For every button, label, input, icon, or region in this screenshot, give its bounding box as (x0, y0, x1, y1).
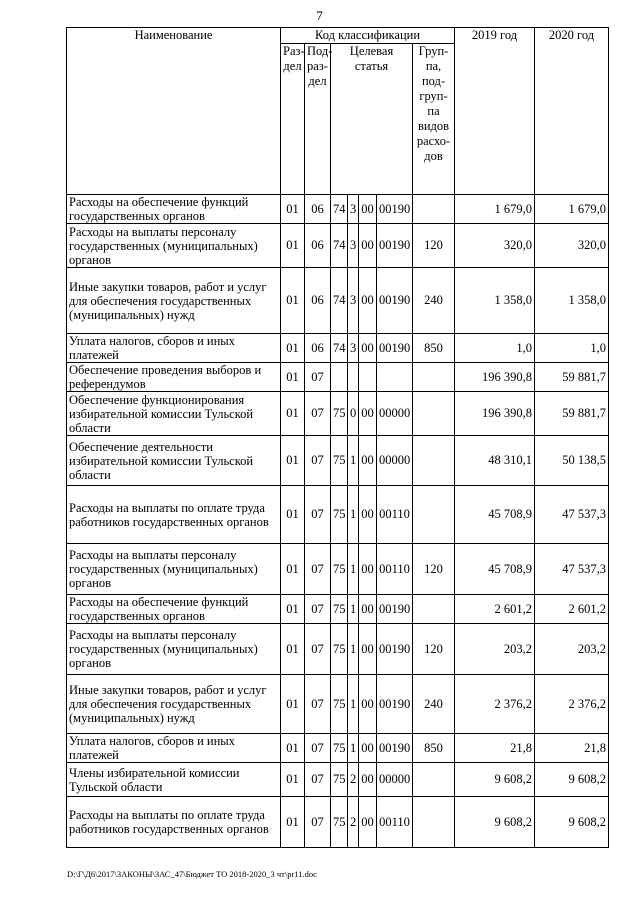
page-number: 7 (316, 8, 323, 23)
table-row (67, 224, 609, 268)
row-amount-2019: 9 608,2 (455, 797, 535, 848)
row-target-program: 75 (331, 734, 348, 763)
row-target-subprogram: 1 (348, 595, 359, 624)
row-razdel: 01 (281, 797, 305, 848)
row-target-program: 74 (331, 334, 348, 363)
row-amount-2019: 45 708,9 (455, 486, 535, 544)
row-podrazdel: 06 (305, 195, 331, 224)
row-target-program: 74 (331, 268, 348, 334)
row-target-direction: 00190 (377, 224, 413, 268)
header-razdel: Раз- дел (281, 44, 305, 195)
row-target-event: 00 (359, 544, 377, 595)
row-amount-2020: 50 138,5 (535, 436, 609, 486)
row-target-direction: 00190 (377, 734, 413, 763)
row-target-direction: 00190 (377, 334, 413, 363)
row-razdel: 01 (281, 436, 305, 486)
row-name: Иные закупки товаров, работ и услуг для обеспечения государственных (муниципальных) нужд (67, 675, 281, 734)
table-row (67, 334, 609, 363)
row-amount-2020: 59 881,7 (535, 392, 609, 436)
row-name: Расходы на выплаты персоналу государственных (муниципальных) органов (67, 224, 281, 268)
row-target-program: 75 (331, 486, 348, 544)
row-razdel: 01 (281, 624, 305, 675)
row-target-event: 00 (359, 763, 377, 797)
row-expense-group: 120 (413, 224, 455, 268)
budget-body (67, 195, 609, 848)
row-target-event: 00 (359, 268, 377, 334)
row-target-direction: 00110 (377, 486, 413, 544)
row-podrazdel: 06 (305, 334, 331, 363)
row-amount-2019: 9 608,2 (455, 763, 535, 797)
row-amount-2020: 320,0 (535, 224, 609, 268)
row-target-subprogram (348, 363, 359, 392)
row-razdel: 01 (281, 363, 305, 392)
row-amount-2020: 47 537,3 (535, 544, 609, 595)
row-amount-2020: 203,2 (535, 624, 609, 675)
row-podrazdel: 07 (305, 797, 331, 848)
row-name: Расходы на выплаты по оплате труда работников государственных органов (67, 486, 281, 544)
row-podrazdel: 07 (305, 392, 331, 436)
row-amount-2020: 1 679,0 (535, 195, 609, 224)
row-target-event: 00 (359, 334, 377, 363)
row-razdel: 01 (281, 224, 305, 268)
row-razdel: 01 (281, 195, 305, 224)
row-target-subprogram: 3 (348, 224, 359, 268)
header-year-2020: 2020 год (535, 28, 609, 195)
row-razdel: 01 (281, 675, 305, 734)
row-target-event: 00 (359, 392, 377, 436)
row-target-event: 00 (359, 486, 377, 544)
row-amount-2019: 2 601,2 (455, 595, 535, 624)
row-target-program: 75 (331, 392, 348, 436)
row-target-direction: 00000 (377, 436, 413, 486)
table-row (67, 734, 609, 763)
row-amount-2020: 9 608,2 (535, 763, 609, 797)
row-target-program (331, 363, 348, 392)
row-target-subprogram: 3 (348, 334, 359, 363)
row-razdel: 01 (281, 392, 305, 436)
row-amount-2019: 45 708,9 (455, 544, 535, 595)
row-target-program: 74 (331, 224, 348, 268)
row-expense-group: 850 (413, 734, 455, 763)
row-target-subprogram: 3 (348, 195, 359, 224)
row-razdel: 01 (281, 595, 305, 624)
row-amount-2019: 1 358,0 (455, 268, 535, 334)
row-amount-2020: 21,8 (535, 734, 609, 763)
row-target-subprogram: 1 (348, 486, 359, 544)
row-podrazdel: 07 (305, 763, 331, 797)
row-amount-2020: 1 358,0 (535, 268, 609, 334)
row-target-event (359, 363, 377, 392)
row-target-event: 00 (359, 624, 377, 675)
row-target-subprogram: 1 (348, 675, 359, 734)
row-target-event: 00 (359, 436, 377, 486)
row-razdel: 01 (281, 544, 305, 595)
row-target-direction: 00190 (377, 268, 413, 334)
row-amount-2019: 203,2 (455, 624, 535, 675)
row-expense-group (413, 363, 455, 392)
header-group: Груп- па, под- груп- па видов расхо- дов (413, 44, 455, 195)
row-name: Уплата налогов, сборов и иных платежей (67, 334, 281, 363)
row-razdel: 01 (281, 334, 305, 363)
row-target-subprogram: 1 (348, 436, 359, 486)
row-name: Обеспечение функционирования избирательной комиссии Тульской области (67, 392, 281, 436)
row-podrazdel: 07 (305, 544, 331, 595)
table-row (67, 675, 609, 734)
row-name: Расходы на выплаты персоналу государственных (муниципальных) органов (67, 544, 281, 595)
row-target-direction: 00110 (377, 797, 413, 848)
row-podrazdel: 07 (305, 624, 331, 675)
row-podrazdel: 07 (305, 486, 331, 544)
row-target-subprogram: 3 (348, 268, 359, 334)
row-target-program: 74 (331, 195, 348, 224)
row-amount-2019: 21,8 (455, 734, 535, 763)
row-target-direction: 00190 (377, 624, 413, 675)
header-podrazdel: Под- раз- дел (305, 44, 331, 195)
row-amount-2020: 59 881,7 (535, 363, 609, 392)
row-expense-group (413, 195, 455, 224)
row-expense-group (413, 763, 455, 797)
row-expense-group (413, 392, 455, 436)
row-podrazdel: 07 (305, 675, 331, 734)
row-expense-group (413, 436, 455, 486)
row-target-subprogram: 1 (348, 544, 359, 595)
row-amount-2019: 196 390,8 (455, 363, 535, 392)
row-target-subprogram: 1 (348, 734, 359, 763)
header-name: Наименование (67, 28, 281, 195)
row-expense-group: 120 (413, 544, 455, 595)
row-amount-2019: 2 376,2 (455, 675, 535, 734)
row-name: Обеспечение проведения выборов и референдумов (67, 363, 281, 392)
row-target-event: 00 (359, 797, 377, 848)
row-target-program: 75 (331, 624, 348, 675)
row-amount-2020: 1,0 (535, 334, 609, 363)
row-target-program: 75 (331, 763, 348, 797)
row-amount-2019: 196 390,8 (455, 392, 535, 436)
row-target-direction: 00190 (377, 675, 413, 734)
header-target: Целевая статья (331, 44, 413, 195)
row-target-program: 75 (331, 797, 348, 848)
row-expense-group (413, 486, 455, 544)
row-razdel: 01 (281, 763, 305, 797)
table-row (67, 392, 609, 436)
row-amount-2019: 320,0 (455, 224, 535, 268)
table-row (67, 544, 609, 595)
header-year-2019: 2019 год (455, 28, 535, 195)
row-expense-group: 240 (413, 675, 455, 734)
row-podrazdel: 06 (305, 268, 331, 334)
row-razdel: 01 (281, 268, 305, 334)
row-expense-group: 240 (413, 268, 455, 334)
row-target-subprogram: 2 (348, 763, 359, 797)
row-expense-group (413, 595, 455, 624)
row-amount-2020: 2 376,2 (535, 675, 609, 734)
row-podrazdel: 06 (305, 224, 331, 268)
row-target-subprogram: 0 (348, 392, 359, 436)
row-name: Обеспечение деятельности избирательной комиссии Тульской области (67, 436, 281, 486)
row-target-direction: 00000 (377, 392, 413, 436)
row-podrazdel: 07 (305, 363, 331, 392)
table-row (67, 268, 609, 334)
row-target-direction: 00190 (377, 595, 413, 624)
budget-table (66, 27, 609, 848)
row-target-subprogram: 2 (348, 797, 359, 848)
row-name: Члены избирательной комиссии Тульской области (67, 763, 281, 797)
row-amount-2020: 47 537,3 (535, 486, 609, 544)
row-name: Иные закупки товаров, работ и услуг для обеспечения государственных (муниципальных) нужд (67, 268, 281, 334)
row-podrazdel: 07 (305, 734, 331, 763)
row-target-direction (377, 363, 413, 392)
row-target-event: 00 (359, 195, 377, 224)
row-amount-2019: 48 310,1 (455, 436, 535, 486)
row-expense-group: 120 (413, 624, 455, 675)
row-target-program: 75 (331, 436, 348, 486)
table-row (67, 363, 609, 392)
table-row (67, 763, 609, 797)
row-target-direction: 00110 (377, 544, 413, 595)
row-amount-2019: 1 679,0 (455, 195, 535, 224)
row-amount-2020: 2 601,2 (535, 595, 609, 624)
row-amount-2019: 1,0 (455, 334, 535, 363)
row-target-program: 75 (331, 595, 348, 624)
row-name: Расходы на обеспечение функций государственных органов (67, 595, 281, 624)
row-target-event: 00 (359, 595, 377, 624)
table-row (67, 195, 609, 224)
row-target-program: 75 (331, 544, 348, 595)
table-row (67, 436, 609, 486)
row-expense-group (413, 797, 455, 848)
row-name: Уплата налогов, сборов и иных платежей (67, 734, 281, 763)
row-target-event: 00 (359, 224, 377, 268)
table-row (67, 595, 609, 624)
table-row (67, 797, 609, 848)
row-razdel: 01 (281, 734, 305, 763)
footer-filepath: D:\Г\Д6\2017\ЗАКОНЫ\ЗАС_47\Бюджет ТО 2018-2020_3 чт\pr11.doc (67, 869, 317, 879)
row-target-direction: 00190 (377, 195, 413, 224)
row-target-direction: 00000 (377, 763, 413, 797)
row-target-event: 00 (359, 675, 377, 734)
row-podrazdel: 07 (305, 436, 331, 486)
row-podrazdel: 07 (305, 595, 331, 624)
row-expense-group: 850 (413, 334, 455, 363)
row-name: Расходы на выплаты персоналу государственных (муниципальных) органов (67, 624, 281, 675)
row-target-event: 00 (359, 734, 377, 763)
header-classification: Код классификации (281, 28, 455, 44)
row-name: Расходы на обеспечение функций государственных органов (67, 195, 281, 224)
table-row (67, 486, 609, 544)
row-razdel: 01 (281, 486, 305, 544)
row-target-program: 75 (331, 675, 348, 734)
row-target-subprogram: 1 (348, 624, 359, 675)
row-name: Расходы на выплаты по оплате труда работников государственных органов (67, 797, 281, 848)
row-amount-2020: 9 608,2 (535, 797, 609, 848)
table-row (67, 624, 609, 675)
